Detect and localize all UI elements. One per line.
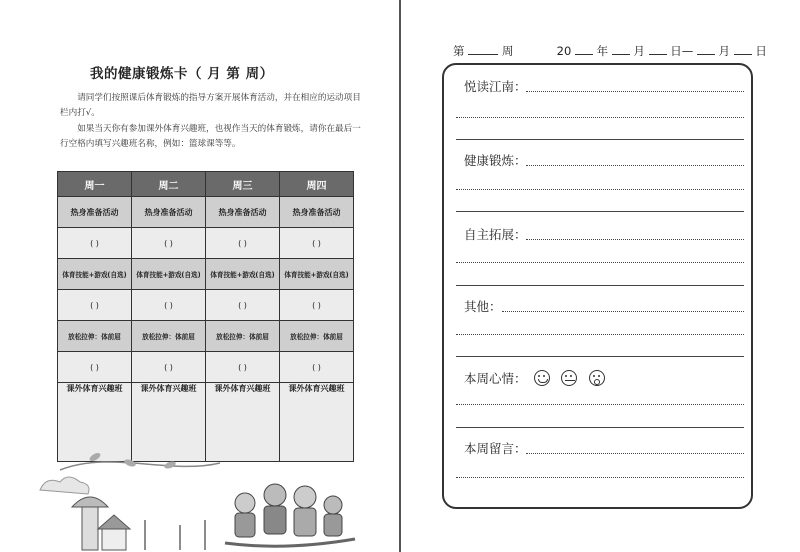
table-row-stretch xyxy=(58,321,354,352)
interest-cell[interactable]: 课外体育兴趣班 xyxy=(280,383,354,462)
check-cell[interactable]: ( ) xyxy=(280,352,354,383)
extension-line[interactable] xyxy=(456,262,744,263)
month-end-label: 月 xyxy=(718,44,731,58)
health-line[interactable] xyxy=(456,189,744,190)
stretch-cell: 放松拉伸：体前屈 xyxy=(132,321,206,352)
other-line[interactable] xyxy=(502,311,744,312)
check-cell[interactable]: ( ) xyxy=(206,228,280,259)
interest-cell[interactable]: 课外体育兴趣班 xyxy=(132,383,206,462)
header-tuesday: 周二 xyxy=(132,172,206,197)
check-cell[interactable]: ( ) xyxy=(280,228,354,259)
check-cell[interactable]: ( ) xyxy=(132,290,206,321)
exercise-table xyxy=(57,171,354,462)
interest-cell[interactable]: 课外体育兴趣班 xyxy=(206,383,280,462)
table-row-check xyxy=(58,352,354,383)
message-label: 本周留言： xyxy=(464,441,527,456)
weekly-record-card xyxy=(442,63,753,509)
year-prefix: 20 xyxy=(556,44,572,58)
warmup-cell: 热身准备活动 xyxy=(280,197,354,228)
skills-cell: 体育技能+游戏(自选) xyxy=(206,259,280,290)
instruction-paragraph-2: 如果当天你有参加课外体育兴趣班，也视作当天的体育锻炼，请你在最后一行空格内填写兴趣班名称，例如：篮球课等等。 xyxy=(60,124,361,149)
section-separator xyxy=(456,427,744,428)
other-line[interactable] xyxy=(456,334,744,335)
reading-label: 悦读江南： xyxy=(464,79,527,94)
left-page xyxy=(0,0,399,552)
health-label: 健康锻炼： xyxy=(464,153,527,168)
stretch-cell: 放松拉伸：体前屈 xyxy=(58,321,132,352)
check-cell[interactable]: ( ) xyxy=(206,290,280,321)
check-cell[interactable]: ( ) xyxy=(58,290,132,321)
children-playing-illustration xyxy=(20,445,360,552)
week-number-blank[interactable] xyxy=(468,44,498,55)
message-line[interactable] xyxy=(456,477,744,478)
year-blank[interactable] xyxy=(575,44,593,55)
check-cell[interactable]: ( ) xyxy=(58,352,132,383)
message-line[interactable] xyxy=(526,453,744,454)
reading-line[interactable] xyxy=(456,117,744,118)
section-separator xyxy=(456,139,744,140)
table-row-check xyxy=(58,228,354,259)
table-row-warmup xyxy=(58,197,354,228)
health-line[interactable] xyxy=(526,165,744,166)
mood-row xyxy=(464,369,605,387)
day-start-blank[interactable] xyxy=(649,44,667,55)
check-cell[interactable]: ( ) xyxy=(58,228,132,259)
other-label: 其他： xyxy=(464,299,502,314)
right-page xyxy=(401,0,800,552)
section-separator xyxy=(456,356,744,357)
neutral-face-icon[interactable] xyxy=(561,370,577,386)
section-separator xyxy=(456,211,744,212)
day-end-blank[interactable] xyxy=(734,44,752,55)
skills-cell: 体育技能+游戏(自选) xyxy=(132,259,206,290)
surprised-face-icon[interactable] xyxy=(589,370,605,386)
table-row-skills xyxy=(58,259,354,290)
reading-line[interactable] xyxy=(526,91,744,92)
year-suffix: 年 xyxy=(596,44,609,58)
stretch-cell: 放松拉伸：体前屈 xyxy=(280,321,354,352)
mood-label: 本周心情： xyxy=(464,371,527,386)
skills-cell: 体育技能+游戏(自选) xyxy=(280,259,354,290)
warmup-cell: 热身准备活动 xyxy=(58,197,132,228)
stretch-cell: 放松拉伸：体前屈 xyxy=(206,321,280,352)
check-cell[interactable]: ( ) xyxy=(132,352,206,383)
extension-line[interactable] xyxy=(526,239,744,240)
month-start-label: 月 xyxy=(633,44,645,58)
day-end-label: 日 xyxy=(755,44,767,58)
header-monday: 周一 xyxy=(58,172,132,197)
table-row-check xyxy=(58,290,354,321)
skills-cell: 体育技能+游戏(自选) xyxy=(58,259,132,290)
header-wednesday: 周三 xyxy=(206,172,280,197)
check-cell[interactable]: ( ) xyxy=(132,228,206,259)
check-cell[interactable]: ( ) xyxy=(206,352,280,383)
instruction-paragraph-1: 请同学们按照课后体育锻炼的指导方案开展体育活动，并在相应的运动项目栏内打√。 xyxy=(60,93,361,118)
extension-label: 自主拓展： xyxy=(464,227,527,242)
smile-face-icon[interactable] xyxy=(534,370,550,386)
section-separator xyxy=(456,285,744,286)
mood-line[interactable] xyxy=(456,404,744,405)
week-suffix: 周 xyxy=(501,44,514,58)
page-title: 我的健康锻炼卡（ 月 第 周） xyxy=(90,66,274,82)
warmup-cell: 热身准备活动 xyxy=(132,197,206,228)
week-prefix: 第 xyxy=(453,44,465,58)
table-header-row xyxy=(58,172,354,197)
date-header xyxy=(453,43,767,59)
check-cell[interactable]: ( ) xyxy=(280,290,354,321)
header-thursday: 周四 xyxy=(280,172,354,197)
day-start-label: 日— xyxy=(670,44,694,58)
month-end-blank[interactable] xyxy=(697,44,715,55)
month-start-blank[interactable] xyxy=(612,44,630,55)
interest-cell[interactable]: 课外体育兴趣班 xyxy=(58,383,132,462)
warmup-cell: 热身准备活动 xyxy=(206,197,280,228)
